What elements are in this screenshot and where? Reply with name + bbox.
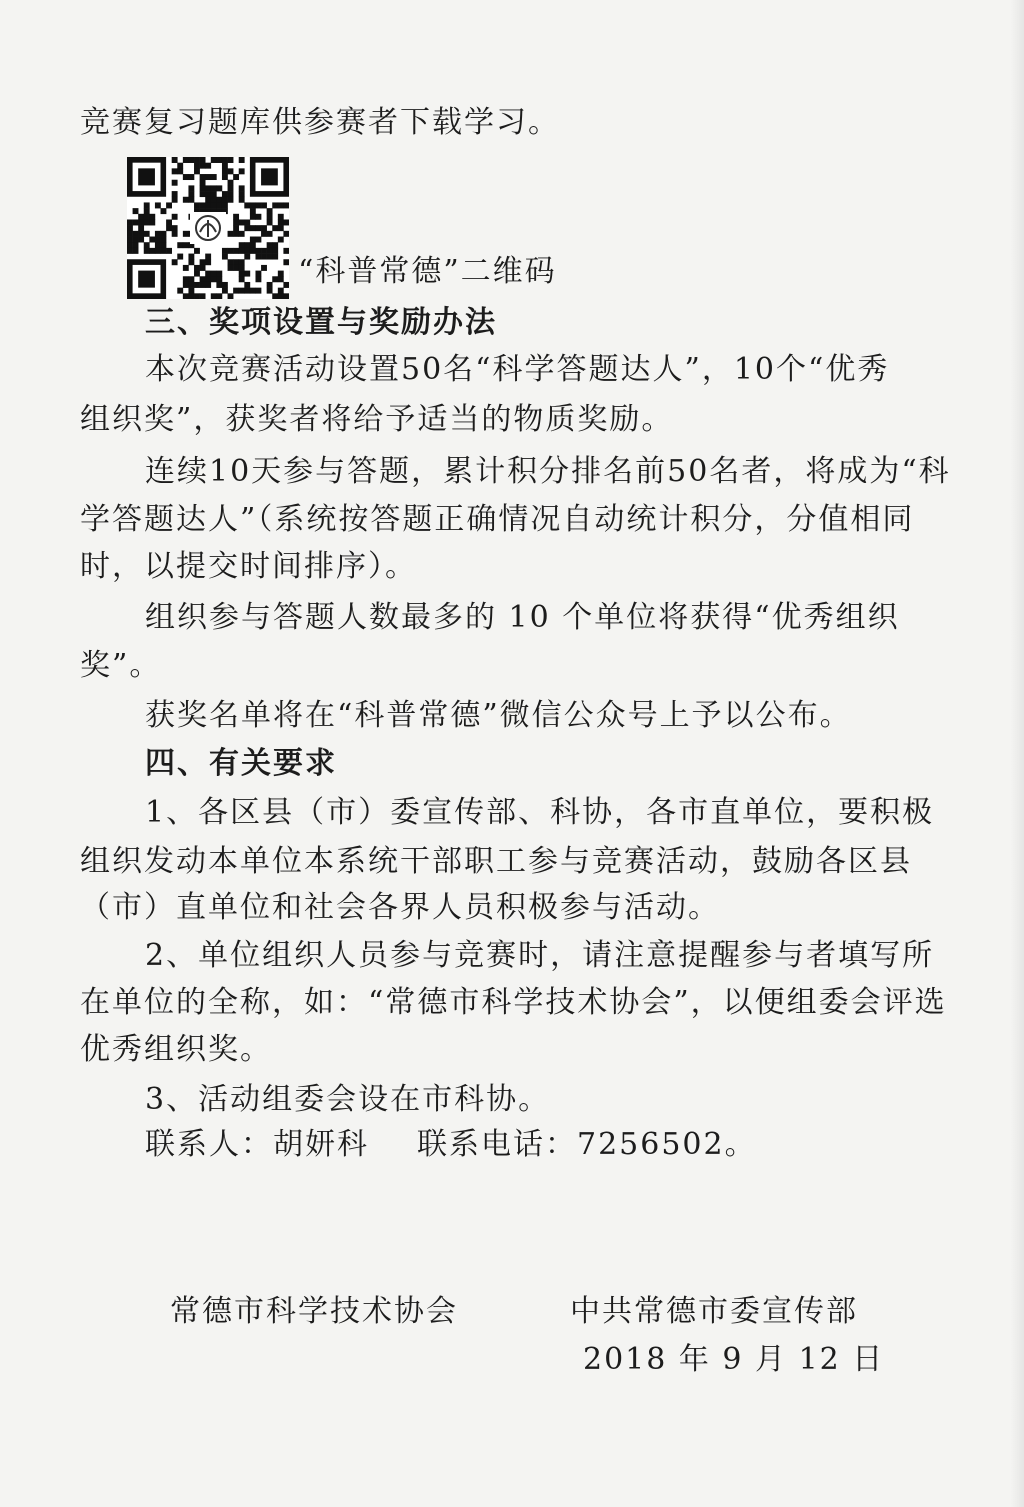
section3-p3-line1: 组织参与答题人数最多的 10 个单位将获得“优秀组织 — [145, 600, 900, 635]
section3-p2-line3: 时，以提交时间排序）。 — [80, 549, 417, 584]
signature-date: 2018 年 9 月 12 日 — [583, 1342, 885, 1377]
section3-p3-line2: 奖”。 — [80, 648, 162, 683]
section3-p1-line1: 本次竞赛活动设置50名“科学答题达人”，10个“优秀 — [145, 352, 890, 387]
qr-caption: “科普常德”二维码 — [298, 254, 557, 289]
section4-heading: 四、有关要求 — [145, 746, 337, 781]
section4-r2-line2: 在单位的全称，如：“常德市科学技术协会”，以便组委会评选 — [80, 985, 947, 1020]
section4-r1-line2: 组织发动本单位本系统干部职工参与竞赛活动，鼓励各区县 — [80, 844, 912, 879]
qr-code-icon — [127, 157, 289, 299]
page-edge-shadow — [1010, 0, 1024, 1507]
section3-p4-line1: 获奖名单将在“科普常德”微信公众号上予以公布。 — [145, 698, 852, 733]
section3-heading: 三、奖项设置与奖励办法 — [145, 305, 497, 340]
section4-r3-line1: 3、活动组委会设在市科协。 — [145, 1082, 551, 1117]
section3-p2-line2: 学答题达人”（系统按答题正确情况自动统计积分，分值相同 — [80, 502, 915, 537]
contact-person: 联系人：胡妍科 — [145, 1127, 369, 1162]
intro-tail-line: 竞赛复习题库供参赛者下载学习。 — [80, 105, 560, 140]
signature-org-2: 中共常德市委宣传部 — [570, 1294, 858, 1329]
section4-r1-line1: 1、各区县（市）委宣传部、科协，各市直单位，要积极 — [145, 795, 935, 830]
contact-phone: 联系电话：7256502。 — [417, 1127, 757, 1162]
section3-p2-line1: 连续10天参与答题，累计积分排名前50名者，将成为“科 — [145, 454, 951, 489]
section3-p1-line2: 组织奖”，获奖者将给予适当的物质奖励。 — [80, 402, 674, 437]
section4-r2-line3: 优秀组织奖。 — [80, 1032, 272, 1067]
section4-r1-line3: （市）直单位和社会各界人员积极参与活动。 — [80, 890, 720, 925]
signature-org-1: 常德市科学技术协会 — [170, 1294, 458, 1329]
section4-r2-line1: 2、单位组织人员参与竞赛时，请注意提醒参与者填写所 — [145, 938, 935, 973]
